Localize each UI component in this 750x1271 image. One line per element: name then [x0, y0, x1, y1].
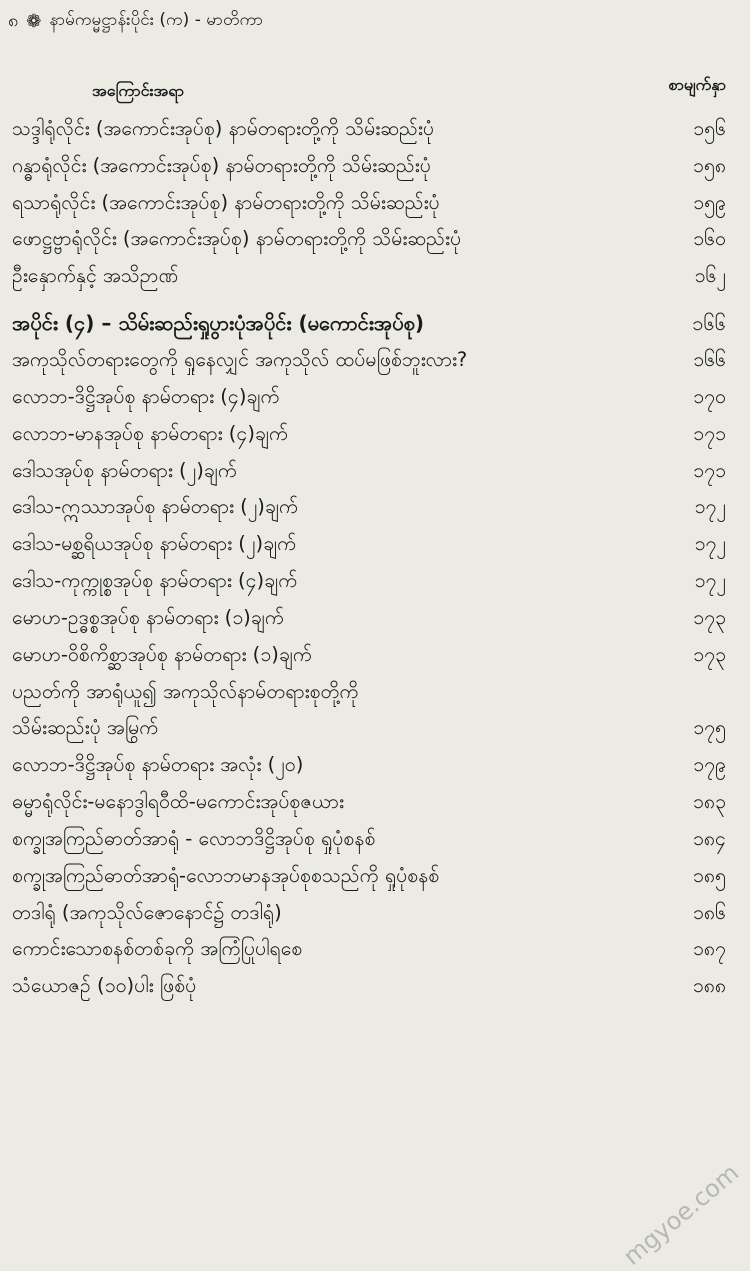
toc-entry-page: ၁၈၇ — [692, 937, 726, 961]
toc-entry-page: ၁၇၀ — [693, 384, 726, 408]
page-header — [8, 4, 740, 38]
toc-entry-page: ၁၅၈ — [692, 153, 726, 177]
toc-entry-title: ဦးနှောက်နှင့် အသိဉာဏ် — [12, 264, 179, 288]
toc-entry-title: ရသာရုံလိုင်း (အကောင်းအုပ်စု) နာမ်တရားတို့ကို သိမ်းဆည်းပုံ — [12, 190, 440, 214]
toc-row — [12, 259, 726, 296]
toc-entry-page: ၁၇၂ — [694, 532, 726, 556]
toc-entry-title: မောဟ-ဝိစိကိစ္ဆာအုပ်စု နာမ်တရား (၁)ချက် — [12, 642, 312, 666]
toc-entry-title: လောဘ-ဒိဋ္ဌိအုပ်စု နာမ်တရား (၄)ချက် — [12, 384, 280, 408]
toc-entry-title: သဒ္ဒါရုံလိုင်း (အကောင်းအုပ်စု) နာမ်တရားတို့ကို သိမ်းဆည်းပုံ — [12, 116, 434, 140]
toc-entry-page: ၁၇၁ — [693, 458, 726, 482]
flower-ornament-icon: ❁ — [26, 10, 42, 32]
toc-entry-title: စက္ခုအကြည်ဓာတ်အာရုံ-လောဘမာနအုပ်စုစသည်ကို ရှုပုံစနစ် — [12, 863, 440, 887]
toc-entry-page: ၁၆၀ — [693, 227, 726, 251]
toc-row — [12, 149, 726, 186]
toc-entry-page: ၁၈၆ — [692, 900, 726, 924]
toc-entry-title: မောဟ-ဥဒ္ဓစ္စအုပ်စု နာမ်တရား (၁)ချက် — [12, 605, 284, 629]
toc-entry-page: ၁၅၆ — [693, 116, 726, 140]
toc-row — [12, 785, 726, 822]
toc-entry-page: ၁၇၅ — [693, 716, 726, 740]
toc-entry-page: ၁၇၃ — [693, 605, 726, 629]
toc-row — [12, 675, 726, 712]
toc-entry-title: လောဘ-မာနအုပ်စု နာမ်တရား (၄)ချက် — [12, 421, 289, 445]
toc-entry-title: သိမ်းဆည်းပုံ အမြွက် — [12, 716, 159, 740]
toc-row — [12, 454, 726, 491]
topic-column-heading: အကြောင်းအရာ — [92, 81, 184, 100]
toc-row — [12, 748, 726, 785]
toc-row — [12, 601, 726, 638]
toc-entry-page: ၁၇၃ — [693, 642, 726, 666]
toc-entry-title: အပိုင်း (၄) – သိမ်းဆည်းရှုပွားပုံအပိုင်း (မကောင်းအုပ်စု) — [12, 310, 424, 335]
toc-entry-title: ဒေါသ-မစ္ဆရိယအုပ်စု နာမ်တရား (၂)ချက် — [12, 532, 297, 556]
toc-entry-title: ဓမ္မာရုံလိုင်း-မနောဒွါရဝီထိ-မကောင်းအုပ်စုဇယား — [12, 790, 344, 814]
toc-row — [12, 712, 726, 749]
toc-row — [12, 564, 726, 601]
toc-entry-page: ၁၇၂ — [694, 569, 726, 593]
toc-row — [12, 822, 726, 859]
toc-row — [12, 380, 726, 417]
toc-row — [12, 933, 726, 970]
toc-row — [12, 112, 726, 149]
watermark: mgyoe.com — [617, 1158, 744, 1271]
toc-entry-title: ဒေါသ-ကုက္ကုစ္စအုပ်စု နာမ်တရား (၄)ချက် — [12, 569, 298, 593]
toc-entry-page: ၁၇၁ — [693, 421, 726, 445]
toc-entry-page: ၁၆၂ — [694, 264, 726, 288]
toc-entry-title: အကုသိုလ်တရားတွေကို ရှုနေလျှင် အကုသိုလ် ထပ်မဖြစ်ဘူးလား? — [12, 347, 468, 371]
toc-entry-title: လောဘ-ဒိဋ္ဌိအုပ်စု နာမ်တရား အလုံး (၂၀) — [12, 753, 304, 777]
toc-row — [12, 859, 726, 896]
toc-entry-page: ၁၈၈ — [692, 974, 726, 998]
toc-row — [12, 527, 726, 564]
page-column-heading: စာမျက်နှာ — [668, 75, 726, 94]
toc-section-row — [12, 306, 726, 343]
toc-entry-page: ၁၆၆ — [693, 347, 726, 371]
toc-row — [12, 186, 726, 223]
toc-entry-page: ၁၈၄ — [692, 826, 726, 850]
toc-entry-title: စက္ခုအကြည်ဓာတ်အာရုံ - လောဘဒိဋ္ဌိအုပ်စု ရှုပုံစနစ် — [12, 826, 376, 850]
toc-row — [12, 896, 726, 933]
toc-entry-title: ဒေါသ-ဣဿာအုပ်စု နာမ်တရား (၂)ချက် — [12, 495, 299, 519]
toc-entry-page: ၁၇၂ — [694, 495, 726, 519]
toc-entry-title: ဂန္ဓာရုံလိုင်း (အကောင်းအုပ်စု) နာမ်တရားတို့ကို သိမ်းဆည်းပုံ — [12, 153, 431, 177]
book-title: နာမ်ကမ္မဋ္ဌာန်းပိုင်း (က) - မာတိကာ — [49, 9, 264, 30]
toc-entry-page: ၁၅၉ — [693, 190, 726, 214]
toc-entry-title: တဒါရုံ (အကုသိုလ်ဇောနောင်၌ တဒါရုံ) — [12, 900, 282, 924]
toc-entry-page: ၁၈၃ — [692, 790, 726, 814]
toc-entry-page: ၁၆၆ — [692, 310, 726, 335]
toc-entry-title: ဒေါသအုပ်စု နာမ်တရား (၂)ချက် — [12, 458, 237, 482]
column-headers — [0, 74, 750, 110]
toc-entry-page: ၁၇၉ — [693, 753, 726, 777]
toc-entry-title: သံယောဇဉ် (၁၀)ပါး ဖြစ်ပုံ — [12, 974, 197, 998]
toc-row — [12, 638, 726, 675]
toc-row — [12, 969, 726, 1006]
table-of-contents — [12, 112, 726, 1006]
toc-row — [12, 343, 726, 380]
toc-entry-title: ကောင်းသောစနစ်တစ်ခုကို အကြံပြုပါရစေ — [12, 937, 303, 961]
toc-entry-title: ဖောဋ္ဌဗ္ဗာရုံလိုင်း (အကောင်းအုပ်စု) နာမ်တရားတို့ကို သိမ်းဆည်းပုံ — [12, 227, 462, 251]
toc-row — [12, 417, 726, 454]
toc-row — [12, 490, 726, 527]
toc-row — [12, 223, 726, 260]
page-number: ၈ — [8, 9, 19, 31]
toc-entry-page: ၁၈၅ — [692, 863, 726, 887]
toc-entry-title: ပညတ်ကို အာရုံယူ၍ အကုသိုလ်နာမ်တရားစုတို့ကို — [12, 679, 359, 703]
